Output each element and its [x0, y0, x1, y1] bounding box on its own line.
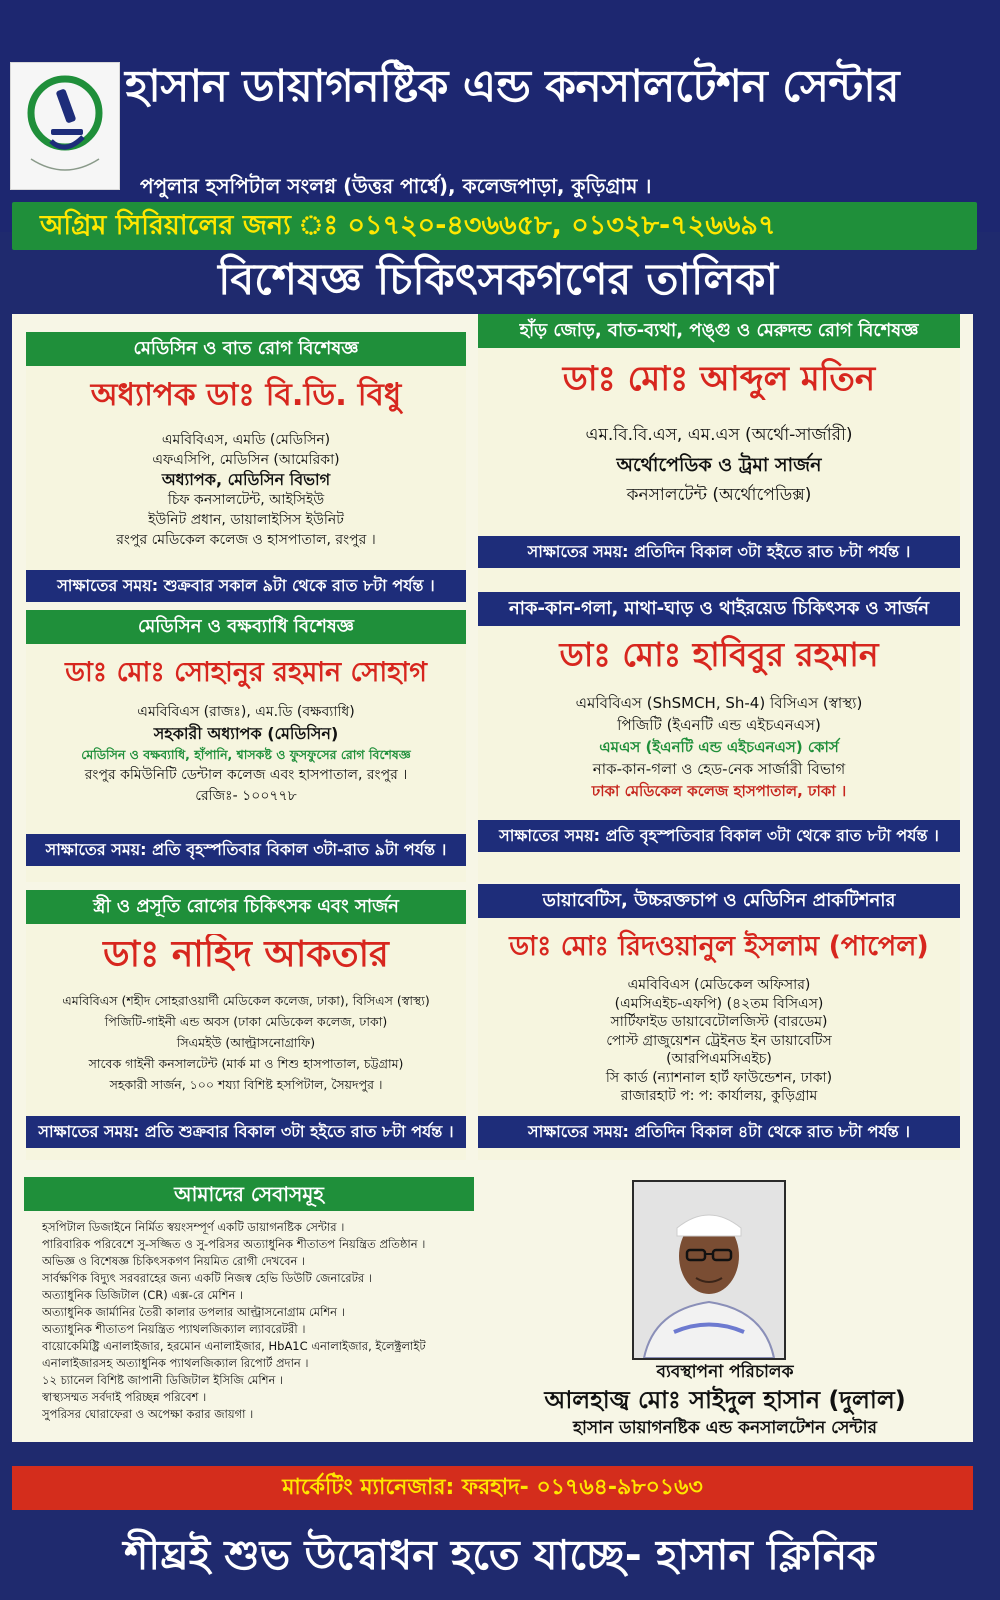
qualification-line: (এমসিএইচ-এফপি) (৪২তম বিসিএস) — [614, 995, 824, 1012]
qualification-line: কনসালটেন্ট (অর্থোপেডিক্স) — [626, 485, 812, 505]
service-item: হসপিটাল ডিজাইনে নির্মিত স্বয়ংসম্পূর্ণ একটি ডায়াগনষ্টিক সেন্টার । — [42, 1220, 345, 1234]
qualification-line: সাবেক গাইনী কনসালটেন্ট (মার্ক মা ও শিশু হাসপাতাল, চট্টগ্রাম) — [88, 1056, 404, 1071]
qualification-line: এমবিবিএস (রাজঃ), এম.ডি (বক্ষব্যাধি) — [137, 704, 355, 720]
doctor-card-5 — [26, 890, 466, 1160]
qualification-line: ইউনিট প্রধান, ডায়ালাইসিস ইউনিট — [148, 512, 344, 528]
opening-announcement: শীঘ্রই শুভ উদ্বোধন হতে যাচ্ছে- হাসান ক্লিনিক — [124, 1531, 876, 1579]
qualification-line: সার্টিফাইড ডায়াবেটোলজিস্ট (বারডেম) — [610, 1014, 828, 1030]
doctor-name: ডাঃ মোঃ রিদওয়ানুল ইসলাম (পাপেল) — [509, 931, 929, 962]
doctor-name: ডাঃ মোঃ হাবিবুর রহমান — [559, 635, 879, 674]
qualification-line: এফএসিপি, মেডিসিন (আমেরিকা) — [152, 452, 340, 468]
qualification-line: রংপুর মেডিকেল কলেজ ও হাসপাতাল, রংপুর । — [116, 532, 376, 548]
services-title: আমাদের সেবাসমূহ — [24, 1177, 474, 1211]
qualification-line: রংপুর কমিউনিটি ডেন্টাল কলেজ এবং হাসপাতাল, রংপুর । — [84, 767, 408, 783]
serial-phone-banner: অগ্রিম সিরিয়ালের জন্য ঃ ০১৭২০-৪৩৬৬৫৮, ০১৩২৮-৭২৬৬৯৭ — [12, 202, 977, 250]
clinic-logo — [10, 62, 120, 190]
director-organization: হাসান ডায়াগনষ্টিক এন্ড কনসালটেশন সেন্টার — [573, 1418, 877, 1438]
qualification-line: (আরপিএমসিএইচ) — [666, 1051, 772, 1067]
director-role: ব্যবস্থাপনা পরিচালক — [656, 1362, 794, 1382]
marketing-banner: মার্কেটিং ম্যানেজার: ফরহাদ- ০১৭৬৪-৯৮০১৬৩ — [12, 1466, 973, 1510]
doctor-schedule: সাক্ষাতের সময়: প্রতি বৃহস্পতিবার বিকাল ৩টা-রাত ৯টা পর্যন্ত । — [26, 834, 466, 866]
doctor-qualifications — [478, 420, 960, 510]
qualification-line: মেডিসিন ও বক্ষব্যাধি, হাঁপানি, শ্বাসকষ্ট ও ফুসফুসের রোগ বিশেষজ্ঞ — [81, 747, 411, 762]
qualification-line: সহকারী সার্জন, ১০০ শয্যা বিশিষ্ট হসপিটাল, সৈয়দপুর । — [109, 1077, 383, 1092]
qualification-line: অধ্যাপক, মেডিসিন বিভাগ — [161, 470, 331, 489]
doctor-qualifications — [478, 692, 960, 802]
doctor-card-6 — [478, 884, 960, 1160]
service-item: ● সুপরিসর ঘোরাফেরা ও অপেক্ষা করার জায়গা । — [42, 1406, 490, 1423]
qualification-line: পিজিটি (ইএনটি এন্ড এইচএনএস) — [617, 716, 821, 734]
clinic-address: পপুলার হসপিটাল সংলগ্ন (উত্তর পার্শ্বে), কলেজপাড়া, কুড়িগ্রাম । — [140, 174, 652, 198]
qualification-line: এমবিবিএস, এমডি (মেডিসিন) — [161, 432, 331, 448]
doctor-list-title: বিশেষজ্ঞ চিকিৎসকগণের তালিকা — [218, 255, 778, 305]
qualification-line: এমবিবিএস (মেডিকেল অফিসার) — [627, 977, 811, 993]
qualification-line: সিএমইউ (আল্ট্রাসনোগ্রাফি) — [176, 1035, 316, 1050]
qualification-line: সহকারী অধ্যাপক (মেডিসিন) — [153, 724, 339, 743]
qualification-line: এমবিবিএস (শহীদ সোহরাওয়ার্দী মেডিকেল কলেজ, ঢাকা), বিসিএস (স্বাস্থ্য) — [62, 993, 430, 1008]
service-item: ● অত্যাধুনিক ডিজিটাল (CR) এক্স-রে মেশিন । — [42, 1287, 490, 1304]
qualification-line: নাক-কান-গলা ও হেড-নেক সার্জারী বিভাগ — [592, 760, 846, 778]
doctor-schedule: সাক্ষাতের সময়: শুক্রবার সকাল ৯টা থেকে রাত ৮টা পর্যন্ত । — [26, 570, 466, 602]
clinic-title: হাসান ডায়াগনষ্টিক এন্ড কনসালটেশন সেন্টার — [125, 61, 900, 112]
doctor-specialty: মেডিসিন ও বাত রোগ বিশেষজ্ঞ — [26, 332, 466, 366]
service-item: ● অত্যাধুনিক জার্মানির তৈরী কালার ডপলার আল্ট্রাসনোগ্রাম মেশিন । — [42, 1304, 490, 1321]
qualification-line: অর্থোপেডিক ও ট্রমা সার্জন — [616, 454, 822, 476]
qualification-line: চিফ কনসালটেন্ট, আইসিইউ — [167, 492, 325, 508]
doctor-qualifications — [26, 990, 466, 1095]
qualification-line: এমবিবিএস (ShSMCH, Sh-4) বিসিএস (স্বাস্থ্য) — [575, 694, 863, 712]
doctor-name: ডাঃ মোঃ সোহানুর রহমান সোহাগ — [65, 657, 427, 688]
director-photo — [632, 1180, 786, 1360]
director-name: আলহাজ্ব মোঃ সাইদুল হাসান (দুলাল) — [544, 1386, 906, 1414]
header — [0, 0, 1000, 232]
services-list — [24, 1219, 490, 1423]
doctor-card-1 — [26, 332, 466, 602]
doctor-specialty: স্ত্রী ও প্রসূতি রোগের চিকিৎসক এবং সার্জন — [26, 890, 466, 924]
qualification-line: রেজিঃ- ১০০৭৭৮ — [195, 788, 297, 804]
qualification-line: পোস্ট গ্রাজুয়েশন ট্রেইনড ইন ডায়াবেটিস — [606, 1032, 832, 1049]
doctor-specialty: ডায়াবেটিস, উচ্চরক্তচাপ ও মেডিসিন প্রাকটিশনার — [478, 884, 960, 918]
microscope-icon — [11, 63, 119, 189]
doctor-card-4 — [478, 592, 960, 882]
portrait-icon — [634, 1182, 784, 1358]
service-item: ● অত্যাধুনিক শীতাতপ নিয়ন্ত্রিত প্যাথলজিক্যাল ল্যাবরেটরী । — [42, 1321, 490, 1338]
service-item: সার্বক্ষণিক বিদ্যুৎ সরবরাহের জন্য একটি নিজস্ব হেভি ডিউটি জেনারেটর । — [42, 1271, 372, 1285]
qualification-line: এমএস (ইএনটি এন্ড এইচএনএস) কোর্স — [599, 738, 839, 756]
qualification-line: পিজিটি-গাইনী এন্ড অবস (ঢাকা মেডিকেল কলেজ, ঢাকা) — [104, 1014, 388, 1029]
doctor-name: ডাঃ নাহিদ আকতার — [103, 934, 389, 975]
service-item: ● বায়োকেমিষ্ট্রি এনালাইজার, হরমোন এনালাইজার, HbA1C এনালাইজার, ইলেক্ট্রলাইট — [42, 1338, 490, 1355]
doctor-card-2 — [478, 314, 960, 602]
qualification-line: রাজারহাট প: প: কার্যালয়, কুড়িগ্রাম — [620, 1088, 818, 1104]
service-item: ● এনালাইজারসহ অত্যাধুনিক প্যাথলজিক্যাল রিপোর্ট প্রদান । — [42, 1355, 490, 1372]
doctor-qualifications — [26, 430, 466, 550]
qualification-line: সি কার্ড (ন্যাশনাল হার্ট ফাউন্ডেশন, ঢাকা) — [605, 1069, 833, 1086]
service-item: ● স্বাস্থ্যসম্মত সর্বদাই পরিচ্ছন্ন পরিবেশ । — [42, 1389, 490, 1406]
service-item: অভিজ্ঞ ও বিশেষজ্ঞ চিকিৎসকগণ নিয়মিত রোগী দেখবেন । — [42, 1254, 306, 1268]
doctor-schedule: সাক্ষাতের সময়: প্রতি শুক্রবার বিকাল ৩টা হইতে রাত ৮টা পর্যন্ত । — [26, 1116, 466, 1148]
doctor-qualifications — [26, 702, 466, 807]
director-info — [490, 1360, 960, 1440]
doctor-schedule: সাক্ষাতের সময়: প্রতিদিন বিকাল ৩টা হইতে রাত ৮টা পর্যন্ত । — [478, 536, 960, 568]
qualification-line: এম.বি.বি.এস, এম.এস (অর্থো-সার্জারী) — [585, 425, 853, 445]
doctor-specialty: হাঁড় জোড়, বাত-ব্যথা, পঙ্গু ও মেরুদন্ড রোগ বিশেষজ্ঞ — [478, 314, 960, 348]
service-item: ● ১২ চ্যানেল বিশিষ্ট জাপানী ডিজিটাল ইসিজি মেশিন । — [42, 1372, 490, 1389]
doctor-card-3 — [26, 610, 466, 882]
service-item: পারিবারিক পরিবেশে সু-সজ্জিত ও সু-পরিসর অত্যাধুনিক শীতাতপ নিয়ন্ত্রিত প্রতিষ্ঠান । — [42, 1237, 426, 1251]
doctor-qualifications — [478, 976, 960, 1106]
doctor-name: অধ্যাপক ডাঃ বি.ডি. বিধু — [90, 377, 402, 413]
doctor-specialty: নাক-কান-গলা, মাথা-ঘাড় ও থাইরয়েড চিকিৎসক ও সার্জন — [478, 592, 960, 626]
doctor-specialty: মেডিসিন ও বক্ষব্যাধি বিশেষজ্ঞ — [26, 610, 466, 644]
doctor-schedule: সাক্ষাতের সময়: প্রতিদিন বিকাল ৪টা থেকে রাত ৮টা পর্যন্ত । — [478, 1116, 960, 1148]
doctor-schedule: সাক্ষাতের সময়: প্রতি বৃহস্পতিবার বিকাল ৩টা থেকে রাত ৮টা পর্যন্ত । — [478, 820, 960, 852]
doctor-name: ডাঃ মোঃ আব্দুল মতিন — [562, 359, 876, 399]
qualification-line: ঢাকা মেডিকেল কলেজ হাসপাতাল, ঢাকা । — [591, 782, 847, 800]
